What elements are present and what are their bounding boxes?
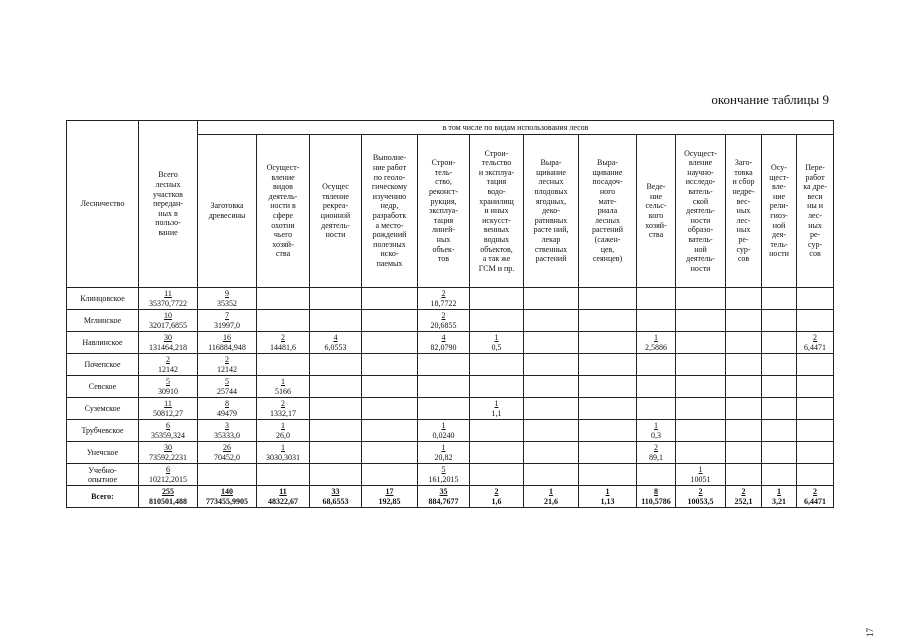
- plot-area: 70452,0: [214, 452, 240, 462]
- table-cell: [579, 354, 637, 376]
- table-row: [67, 310, 834, 332]
- plot-area: 0,0240: [432, 430, 455, 440]
- forestry-name: Клинцовское: [67, 288, 139, 310]
- table-cell: [797, 420, 834, 442]
- table-cell: [676, 332, 726, 354]
- table-cell: [726, 442, 762, 464]
- table-cell: [676, 486, 726, 508]
- plot-count: 11: [164, 288, 172, 298]
- table-cell: [418, 398, 470, 420]
- plot-count: 16: [223, 332, 231, 342]
- plot-area: 1,6: [491, 496, 502, 506]
- table-cell: [257, 398, 310, 420]
- plot-area: 21,6: [544, 496, 558, 506]
- table-cell: [676, 464, 726, 486]
- table-cell: [198, 332, 257, 354]
- table-cell: [524, 310, 579, 332]
- plot-area: 0,3: [651, 430, 661, 440]
- header-forestry: Лесничество: [67, 121, 139, 288]
- table-cell: [310, 464, 362, 486]
- table-cell: [524, 376, 579, 398]
- header-col-12: Осу- щест- вле- ние рели- гиоз- ной дея- тель- ности: [762, 135, 797, 288]
- table-cell: [726, 398, 762, 420]
- forestry-name: Севское: [67, 376, 139, 398]
- table-cell: [762, 354, 797, 376]
- plot-count: 4: [441, 332, 446, 342]
- table-cell: [470, 310, 524, 332]
- table-cell: [198, 288, 257, 310]
- table-cell: [797, 442, 834, 464]
- plot-area: 0,5: [491, 342, 502, 352]
- table-cell: [637, 442, 676, 464]
- forestry-name: Мглинское: [67, 310, 139, 332]
- plot-area: 1,13: [600, 496, 615, 506]
- total-cell: [139, 288, 198, 310]
- plot-count: 30: [164, 442, 172, 452]
- plot-count: 35: [439, 486, 448, 496]
- table-cell: [676, 442, 726, 464]
- table-cell: [637, 486, 676, 508]
- header-col-10: Осущест- вление научно- исследо- ватель- ской деятель- ности образо- ватель- ной деятель- ности: [676, 135, 726, 288]
- table-cell: [418, 486, 470, 508]
- plot-area: 48322,67: [268, 496, 298, 506]
- header-total: Всего лесных участков передан- ных в пользо- вание: [139, 121, 198, 288]
- plot-count: 4: [333, 332, 338, 342]
- table-cell: [310, 442, 362, 464]
- plot-area: 192,85: [378, 496, 401, 506]
- plot-area: 3,21: [772, 496, 786, 506]
- table-cell: [524, 288, 579, 310]
- table-cell: [726, 420, 762, 442]
- table-row: [67, 376, 834, 398]
- header-col-7: Выра- щивание лесных плодовых ягодных, деко- ративных расте ний, лекар ственных растений: [524, 135, 579, 288]
- plot-area: 12142: [158, 364, 178, 374]
- table-cell: [198, 376, 257, 398]
- table-cell: [470, 442, 524, 464]
- table-cell: [797, 486, 834, 508]
- table-cell: [310, 354, 362, 376]
- plot-count: 2: [741, 486, 746, 496]
- table-cell: [762, 398, 797, 420]
- plot-count: 1: [777, 486, 781, 496]
- table-cell: [418, 354, 470, 376]
- header-col-4: Выполне- ние работ по геоло- гическому изучению недр, разработк а место- рождений полезных иско- паемых: [362, 135, 418, 288]
- table-cell: [310, 398, 362, 420]
- table-cell: [362, 288, 418, 310]
- table-cell: [257, 420, 310, 442]
- table-cell: [762, 464, 797, 486]
- table-cell: [257, 310, 310, 332]
- table-cell: [418, 442, 470, 464]
- plot-count: 5: [441, 464, 446, 474]
- table-cell: [524, 354, 579, 376]
- plot-count: 9: [225, 288, 229, 298]
- table-cell: [637, 376, 676, 398]
- header-col-5: Строи- тель- ство, реконст- рукция, эксплуа- тация линей- ных объек- тов: [418, 135, 470, 288]
- plot-area: 116884,948: [208, 342, 246, 352]
- table-cell: [257, 442, 310, 464]
- total-cell: [139, 486, 198, 508]
- plot-area: 810501,488: [149, 496, 187, 506]
- plot-count: 1: [281, 442, 285, 452]
- table-cell: [637, 332, 676, 354]
- table-cell: [418, 288, 470, 310]
- table-cell: [362, 398, 418, 420]
- plot-count: 255: [162, 486, 174, 496]
- plot-area: 1332,17: [270, 408, 296, 418]
- plot-count: 2: [813, 486, 818, 496]
- plot-area: 20,82: [434, 452, 453, 462]
- plot-area: 884,7677: [428, 496, 459, 506]
- plot-area: 161,2015: [428, 474, 459, 484]
- table-cell: [257, 288, 310, 310]
- plot-count: 2: [654, 442, 658, 452]
- total-cell: [139, 310, 198, 332]
- plot-count: 1: [654, 332, 658, 342]
- plot-count: 11: [279, 486, 287, 496]
- table-cell: [762, 288, 797, 310]
- table-cell: [198, 486, 257, 508]
- plot-area: 773455,9905: [206, 496, 248, 506]
- table-cell: [762, 332, 797, 354]
- table-cell: [637, 354, 676, 376]
- plot-count: 26: [223, 442, 231, 452]
- plot-count: 2: [281, 332, 285, 342]
- total-cell: [139, 464, 198, 486]
- total-cell: [139, 354, 198, 376]
- table-cell: [797, 464, 834, 486]
- plot-area: 50812,27: [153, 408, 183, 418]
- plot-area: 12142: [217, 364, 237, 374]
- plot-area: 18,7722: [430, 298, 457, 308]
- plot-count: 2: [494, 486, 499, 496]
- table-cell: [362, 376, 418, 398]
- table-cell: [257, 332, 310, 354]
- forestry-name: Всего:: [67, 486, 139, 508]
- table-cell: [762, 442, 797, 464]
- table-cell: [637, 398, 676, 420]
- table-cell: [637, 420, 676, 442]
- plot-count: 140: [221, 486, 233, 496]
- forestry-name: Трубчевское: [67, 420, 139, 442]
- plot-count: 2: [698, 486, 703, 496]
- table-cell: [579, 398, 637, 420]
- forestry-name: Почепское: [67, 354, 139, 376]
- plot-count: 1: [549, 486, 553, 496]
- plot-count: 2: [166, 354, 170, 364]
- table-cell: [524, 486, 579, 508]
- table-cell: [198, 310, 257, 332]
- plot-area: 110,5786: [641, 496, 671, 506]
- plot-area: 6,4471: [804, 342, 827, 352]
- table-cell: [637, 288, 676, 310]
- table-cell: [797, 398, 834, 420]
- table-row: [67, 332, 834, 354]
- plot-area: 26,0: [276, 430, 290, 440]
- header-col-9: Веде- ние сельс- кого хозяй- ства: [637, 135, 676, 288]
- table-cell: [524, 442, 579, 464]
- table-cell: [418, 332, 470, 354]
- plot-area: 1,1: [491, 408, 502, 418]
- total-cell: [139, 442, 198, 464]
- plot-area: 30910: [158, 386, 178, 396]
- plot-area: 10053,5: [687, 496, 714, 506]
- plot-count: 1: [441, 442, 446, 452]
- plot-count: 5: [166, 376, 170, 386]
- table-cell: [579, 310, 637, 332]
- table-cell: [470, 288, 524, 310]
- table-cell: [579, 442, 637, 464]
- plot-area: 31997,0: [214, 320, 240, 330]
- table-cell: [726, 486, 762, 508]
- header-col-1: Заготовка древесины: [198, 135, 257, 288]
- table-row: [67, 288, 834, 310]
- table-cell: [418, 464, 470, 486]
- table-row: [67, 354, 834, 376]
- table-cell: [362, 420, 418, 442]
- plot-area: 10051: [690, 474, 711, 484]
- table-cell: [726, 310, 762, 332]
- total-row: [67, 486, 834, 508]
- table-cell: [579, 464, 637, 486]
- table-cell: [257, 354, 310, 376]
- forest-use-table: [66, 120, 834, 508]
- table-cell: [470, 398, 524, 420]
- plot-count: 1: [698, 464, 703, 474]
- table-cell: [579, 376, 637, 398]
- plot-count: 1: [281, 420, 285, 430]
- table-cell: [762, 310, 797, 332]
- plot-count: 10: [164, 310, 172, 320]
- plot-count: 1: [494, 332, 499, 342]
- table-cell: [470, 354, 524, 376]
- table-cell: [726, 354, 762, 376]
- plot-count: 8: [225, 398, 229, 408]
- table-cell: [362, 332, 418, 354]
- plot-area: 5166: [275, 386, 291, 396]
- table-cell: [676, 398, 726, 420]
- table-cell: [637, 464, 676, 486]
- plot-count: 2: [441, 288, 446, 298]
- table-cell: [726, 288, 762, 310]
- table-cell: [676, 420, 726, 442]
- table-cell: [418, 420, 470, 442]
- table-cell: [579, 420, 637, 442]
- forestry-name: Унечское: [67, 442, 139, 464]
- table-cell: [257, 464, 310, 486]
- table-cell: [726, 376, 762, 398]
- plot-area: 35352: [217, 298, 237, 308]
- header-col-13: Пере- работ ка дре- веси ны и лес- ных ре- сур- сов: [797, 135, 834, 288]
- forestry-name: Суземское: [67, 398, 139, 420]
- page-number: 17: [865, 628, 875, 637]
- table-cell: [362, 310, 418, 332]
- plot-count: 2: [225, 354, 229, 364]
- table-cell: [310, 288, 362, 310]
- table-cell: [726, 464, 762, 486]
- table-cell: [797, 310, 834, 332]
- plot-area: 10212,2015: [149, 474, 187, 484]
- table-cell: [470, 464, 524, 486]
- forestry-name: Учебно- опытное: [67, 464, 139, 486]
- table-row: [67, 442, 834, 464]
- table-cell: [797, 354, 834, 376]
- table-cell: [362, 486, 418, 508]
- table-cell: [762, 420, 797, 442]
- header-span: в том числе по видам использования лесов: [198, 121, 834, 135]
- forestry-name: Навлинское: [67, 332, 139, 354]
- plot-area: 14481,6: [270, 342, 296, 352]
- plot-count: 1: [494, 398, 499, 408]
- plot-area: 20,6855: [430, 320, 457, 330]
- plot-count: 6: [166, 420, 170, 430]
- plot-area: 6,0553: [324, 342, 347, 352]
- plot-area: 82,0790: [430, 342, 457, 352]
- plot-area: 35359,324: [151, 430, 185, 440]
- plot-count: 2: [813, 332, 818, 342]
- plot-area: 131464,218: [149, 342, 187, 352]
- plot-area: 35370,7722: [149, 298, 187, 308]
- table-cell: [310, 420, 362, 442]
- table-cell: [418, 376, 470, 398]
- table-cell: [676, 310, 726, 332]
- plot-count: 17: [385, 486, 394, 496]
- table-cell: [198, 420, 257, 442]
- plot-area: 252,1: [734, 496, 753, 506]
- plot-area: 35333,0: [214, 430, 240, 440]
- header-col-8: Выра- щивание посадоч- ного мате- риала лесных растений (сажен- цев, сеянцев): [579, 135, 637, 288]
- table-cell: [310, 332, 362, 354]
- plot-count: 5: [225, 376, 229, 386]
- table-cell: [362, 354, 418, 376]
- plot-count: 1: [605, 486, 610, 496]
- table-cell: [198, 398, 257, 420]
- table-cell: [797, 332, 834, 354]
- total-cell: [139, 332, 198, 354]
- table-cell: [362, 442, 418, 464]
- plot-count: 2: [281, 398, 285, 408]
- table-cell: [524, 332, 579, 354]
- table-cell: [676, 376, 726, 398]
- plot-area: 49479: [217, 408, 237, 418]
- plot-area: 32017,6855: [149, 320, 187, 330]
- plot-count: 3: [225, 420, 229, 430]
- plot-count: 7: [225, 310, 229, 320]
- table-cell: [310, 376, 362, 398]
- table-cell: [726, 332, 762, 354]
- table-cell: [676, 354, 726, 376]
- plot-count: 8: [654, 486, 658, 496]
- table-cell: [637, 310, 676, 332]
- table-row: [67, 398, 834, 420]
- table-cell: [470, 486, 524, 508]
- table-cell: [257, 376, 310, 398]
- plot-area: 25744: [217, 386, 237, 396]
- table-cell: [524, 398, 579, 420]
- plot-count: 1: [281, 376, 285, 386]
- table-cell: [418, 310, 470, 332]
- plot-area: 3030,3031: [266, 452, 300, 462]
- header-col-2: Осущест- вление видов деятель- ности в сфере охотни чьего хозяй- ства: [257, 135, 310, 288]
- table-row: [67, 464, 834, 486]
- table-cell: [198, 354, 257, 376]
- plot-area: 73592,2231: [149, 452, 187, 462]
- plot-count: 6: [166, 464, 170, 474]
- table-cell: [797, 288, 834, 310]
- table-cell: [762, 376, 797, 398]
- table-cell: [362, 464, 418, 486]
- table-cell: [470, 420, 524, 442]
- table-cell: [579, 288, 637, 310]
- plot-count: 1: [654, 420, 658, 430]
- total-cell: [139, 420, 198, 442]
- plot-area: 2,5886: [645, 342, 667, 352]
- plot-count: 33: [331, 486, 340, 496]
- table-cell: [676, 288, 726, 310]
- table-cell: [257, 486, 310, 508]
- table-cell: [470, 332, 524, 354]
- header-col-11: Заго- товка и сбор недре- вес- ных лес- ных ре- сур- сов: [726, 135, 762, 288]
- table-caption: окончание таблицы 9: [711, 92, 829, 107]
- header-col-3: Осущес твление рекреа- ционной деятель- ности: [310, 135, 362, 288]
- table-cell: [310, 310, 362, 332]
- total-cell: [139, 376, 198, 398]
- table-cell: [198, 464, 257, 486]
- plot-area: 89,1: [649, 452, 663, 462]
- table-row: [67, 420, 834, 442]
- plot-count: 30: [164, 332, 172, 342]
- plot-area: 6,4471: [804, 496, 827, 506]
- table-cell: [470, 376, 524, 398]
- table-cell: [762, 486, 797, 508]
- table-cell: [198, 442, 257, 464]
- table-cell: [797, 376, 834, 398]
- table-cell: [310, 486, 362, 508]
- table-cell: [524, 420, 579, 442]
- plot-count: 11: [164, 398, 172, 408]
- table-cell: [579, 486, 637, 508]
- header-col-6: Строи- тельство и эксплуа- тация водо- хранилищ и иных искусст- венных водных объектов, а так же ГСМ и пр.: [470, 135, 524, 288]
- table-cell: [579, 332, 637, 354]
- table-cell: [524, 464, 579, 486]
- plot-count: 1: [441, 420, 446, 430]
- plot-area: 68,6553: [322, 496, 349, 506]
- plot-count: 2: [441, 310, 446, 320]
- total-cell: [139, 398, 198, 420]
